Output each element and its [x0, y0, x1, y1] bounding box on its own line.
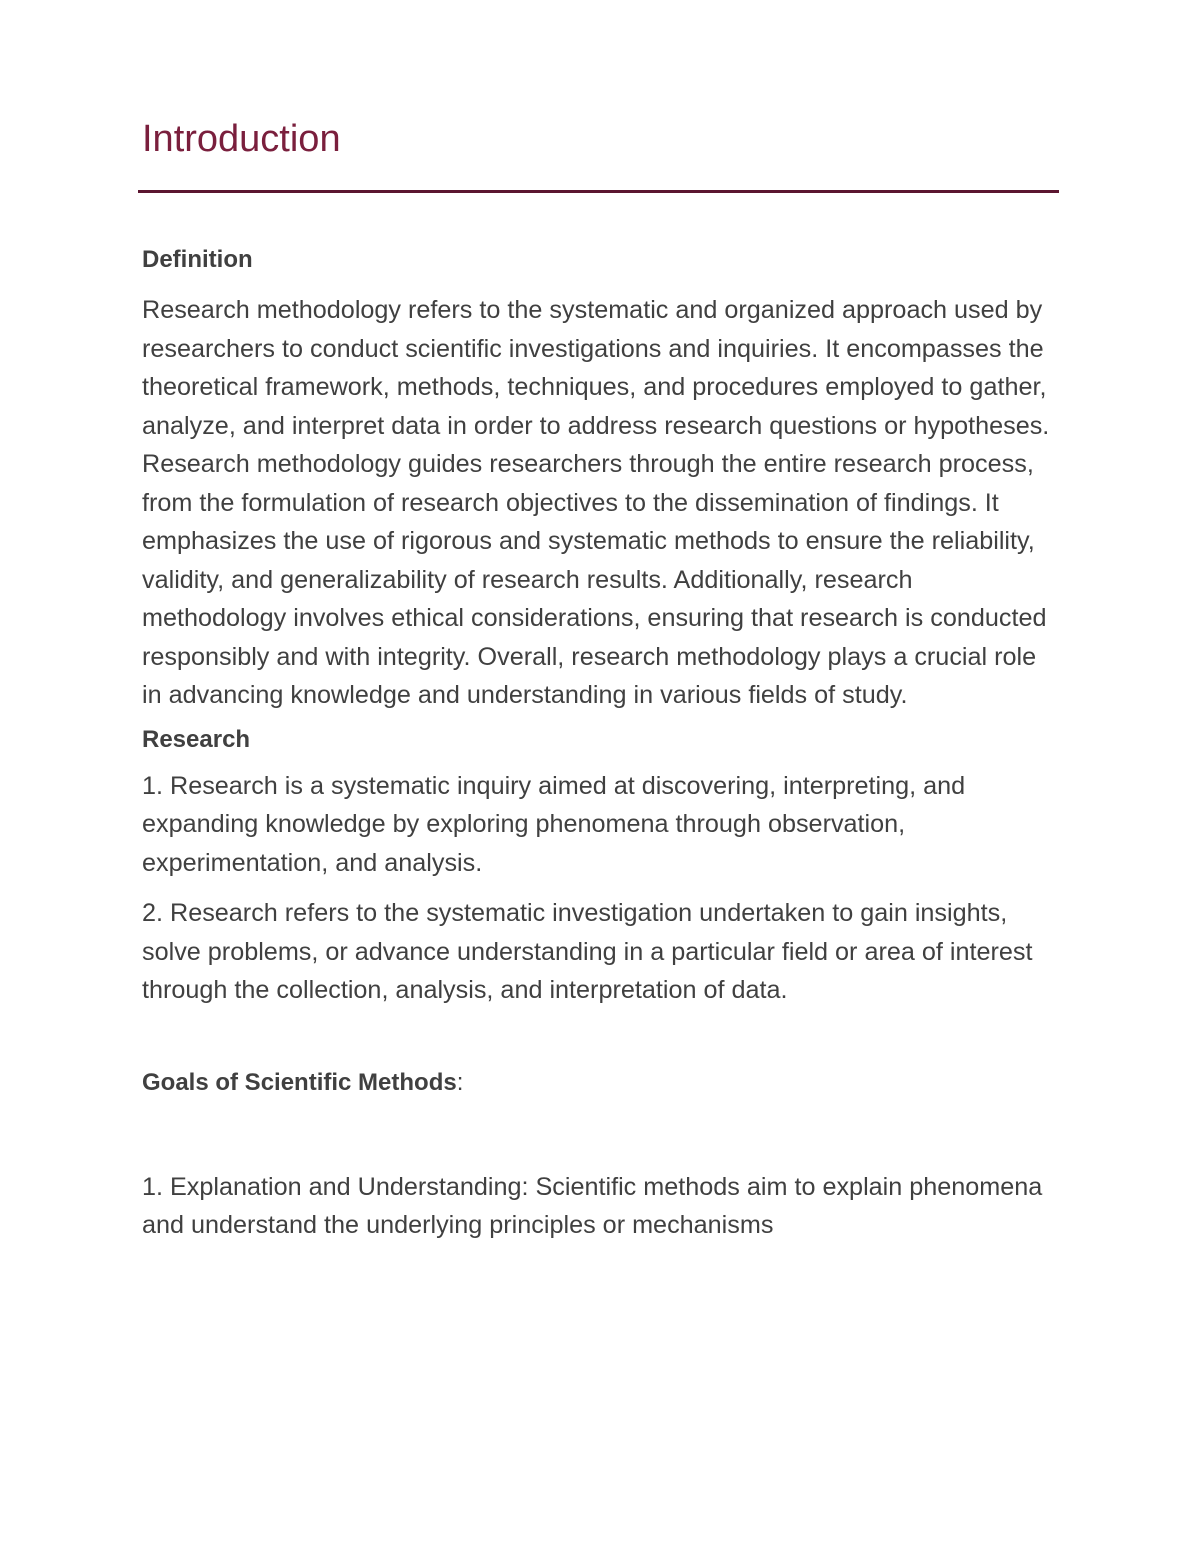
title-divider [138, 190, 1059, 193]
document-page [142, 112, 1062, 1245]
definition-paragraph: Research methodology refers to the systematic and organized approach used by researchers to conduct scientific investigations and inquiries. It encompasses the theoretical framework, methods, techniques, and procedures employed to gather, analyze, and interpret data in order to address research questions or hypotheses. Research methodology guides researchers through the entire research process, from the formulation of research objectives to the dissemination of findings. It emphasizes the use of rigorous and systematic methods to ensure the reliability, validity, and generalizability of research results. Additionally, research methodology involves ethical considerations, ensuring that research is conducted responsibly and with integrity. Overall, research methodology plays a crucial role in advancing knowledge and understanding in various fields of study. [142, 296, 1050, 709]
research-item-2: 2. Research refers to the systematic investigation undertaken to gain insights, solve problems, or advance understanding in a particular field or area of interest through the collection, analysis, and interpretation of data. [142, 899, 1033, 1004]
definition-heading: Definition [142, 246, 253, 273]
goals-heading-text: Goals of Scientific Methods [142, 1068, 457, 1096]
goals-heading [142, 1068, 1062, 1098]
research-item-1: 1. Research is a systematic inquiry aimed at discovering, interpreting, and expanding knowledge by exploring phenomena through observation, experimentation, and analysis. [142, 771, 966, 877]
page-title: Introduction [142, 118, 341, 160]
goals-heading-colon: : [456, 1068, 464, 1096]
research-heading: Research [142, 725, 251, 753]
goals-item-1: 1. Explanation and Understanding: Scientific methods aim to explain phenomena and understand the underlying principles or mechanisms [142, 1172, 1043, 1239]
